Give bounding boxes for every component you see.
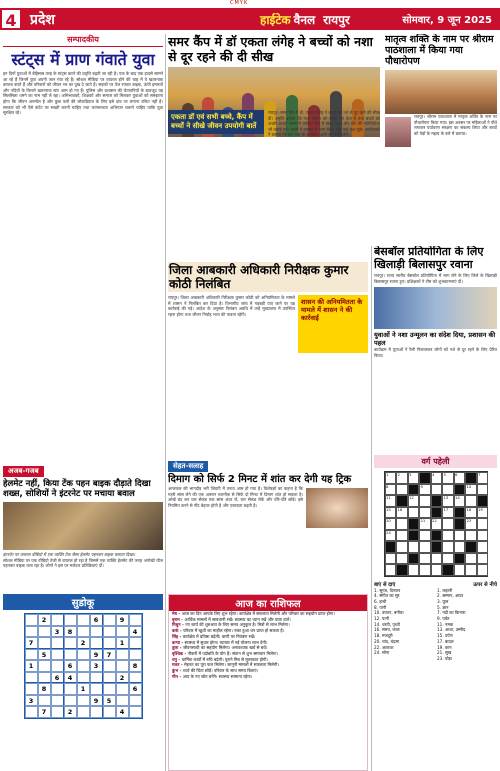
across-clue: 6. हाथी [374, 598, 387, 604]
sudoku-cell [129, 695, 142, 707]
sudoku-cell [129, 672, 142, 684]
sudoku-cell [116, 695, 129, 707]
sudoku-cell: 3 [25, 695, 38, 707]
brand-name: हाईटेक [260, 12, 291, 27]
down-clue: 2. सम्मान, आदर [437, 593, 464, 599]
horoscope-list [169, 611, 367, 679]
crossword-block [465, 472, 477, 484]
crossword-cell [465, 553, 477, 565]
sudoku-cell [64, 683, 77, 695]
horoscope-text: परिवार में खुशी का माहौल रहेगा। रुका हुआ धन प्राप्त हो सकता है। [183, 628, 285, 634]
crossword-title: वर्ग पहेली [374, 455, 497, 468]
crossword-cell [477, 541, 489, 553]
sudoku-cell: 2 [64, 706, 77, 718]
crossword-cell: 7 [477, 472, 489, 484]
sudoku-cell: 1 [77, 683, 90, 695]
zodiac-sign: वृश्चिक - [172, 650, 188, 656]
zodiac-sign: मेष - [172, 611, 182, 616]
horoscope-text: मेहनत का पूरा फल मिलेगा। कानूनी मामलों में सफलता मिलेगी। [184, 662, 279, 668]
crossword-block [385, 541, 397, 553]
sports-story [374, 246, 497, 446]
sudoku-cell [38, 626, 51, 638]
column-rule [165, 34, 166, 771]
across-clue: 18. मजदूरी [374, 633, 393, 639]
crossword-cell [477, 564, 489, 576]
crossword-cell: 1 [385, 472, 397, 484]
down-clue: 11. नमक [437, 621, 454, 627]
sudoku-cell [103, 672, 116, 684]
down-clue: 15. दर्पण [437, 633, 453, 639]
horoscope-text: कार्यक्षेत्र में प्रतिष्ठा बढ़ेगी। वाणी पर नियंत्रण रखें। [182, 633, 256, 639]
sudoku-cell [116, 660, 129, 672]
sudoku-cell [25, 649, 38, 661]
down-clue: 7. नदी का किनारा [437, 610, 466, 616]
down-clue: 5. ज्ञान [437, 604, 449, 610]
crossword-cell [385, 564, 397, 576]
sudoku-cell [25, 626, 38, 638]
sudoku-cell [51, 660, 64, 672]
crossword-cell: 3 [408, 472, 420, 484]
crossword-cell: 4 [431, 472, 443, 484]
crossword-block [454, 484, 466, 496]
suspension-body: रायपुर। जिला आबकारी अधिकारी निरीक्षक कुमार कोठी को अनियमितता के मामले में शासन ने निलंबित कर दिया है। विभागीय जांच में गड़बड़ी पाए जाने पर यह कार्रवाई की गई। आदेश के अनुसार निलंबन अवधि में उन्हें मुख्यालय में उपस्थित रहना होगा तथा जीवन निर्वाह भत्ता की पात्रता रहेगी। [168, 295, 295, 317]
sudoku-cell [77, 695, 90, 707]
sudoku-cell: 8 [38, 683, 51, 695]
crossword-cell [431, 484, 443, 496]
crossword-cell: 11 [385, 495, 397, 507]
crossword-cell [385, 553, 397, 565]
health-body: आजकल की भागदौड़ भरी जिंदगी में तनाव आम हो गया है। विशेषज्ञों का कहना है कि गहरी सांस लेने की एक आसान तकनीक से सिर्फ दो मिनट में दिमाग शांत हो सकता है। आंखें बंद कर चार सेकंड तक सांस अंदर लें, चार सेकंड रोकें और धीरे-धीरे छोड़ें। इसे नियमित करने से नींद बेहतर होती है और एकाग्रता बढ़ती है। [168, 486, 303, 508]
sudoku-cell [129, 637, 142, 649]
sudoku-cell: 2 [116, 672, 129, 684]
sudoku-cell [51, 649, 64, 661]
crossword-cell: 16 [396, 507, 408, 519]
sudoku-title: सुडोकू [3, 594, 163, 610]
crossword-cell [465, 530, 477, 542]
viral-headline: हेलमेट नहीं, किया टेंक पहन बाइक दौड़ाते दिखा शख्स, सोशियों ने इंटरनेट पर मचाया बवाल [3, 479, 151, 499]
cmyk-mark: CMYK [230, 0, 249, 6]
horoscope-text: नए कार्य की शुरुआत के लिए समय अनुकूल है। मित्रों से लाभ मिलेगा। [185, 622, 290, 628]
crossword-cell [408, 507, 420, 519]
crossword-cell: 13 [442, 495, 454, 507]
down-clue: 1. कहानी [437, 587, 453, 593]
down-clues [437, 588, 497, 662]
crossword-cell: 20 [385, 518, 397, 530]
dateline: सोमवार, 9 जून 2025 [402, 15, 492, 26]
crossword-cell [419, 507, 431, 519]
crossword-block [396, 495, 408, 507]
zodiac-sign: धनु - [172, 656, 182, 662]
crossword-cell [442, 518, 454, 530]
down-clue: 9. पर्वत [437, 616, 450, 622]
crossword-cell [454, 530, 466, 542]
masthead [0, 8, 500, 30]
sudoku-cell [90, 626, 103, 638]
horoscope-text: आज का दिन आपके लिए शुभ रहेगा। कार्यक्षेत्र में सफलता मिलेगी और परिवार का सहयोग प्राप्त होगा। [181, 611, 335, 616]
sudoku-cell [103, 660, 116, 672]
horoscope [168, 594, 368, 771]
crossword-cell [419, 530, 431, 542]
sudoku-cell: 7 [25, 637, 38, 649]
viral-body: सोशल मीडिया पर एक वीडियो तेजी से वायरल हो रहा है जिसमें एक व्यक्ति हेलमेट की जगह अनोखी चीज पहनकर बाइक चला रहा है। लोगों ने इस पर मजेदार प्रतिक्रियाएं दीं। [3, 557, 163, 569]
sudoku-cell: 8 [64, 626, 77, 638]
sudoku-cell [64, 614, 77, 626]
column-rule [371, 246, 372, 771]
across-label: बाएं से दाएं [374, 581, 396, 588]
sudoku-cell [116, 626, 129, 638]
crossword-cell: 9 [419, 484, 431, 496]
crossword-cell: 22 [431, 518, 443, 530]
crossword-cell: 23 [465, 518, 477, 530]
crossword-cell [465, 495, 477, 507]
sudoku-cell [103, 614, 116, 626]
sudoku-cell [77, 626, 90, 638]
lead-headline: समर कैंप में डॉ एकता लंगेह ने बच्चों को नशा से दूर रहने की दी सीख [168, 34, 373, 64]
horoscope-text: आर्थिक मामलों में सावधानी रखें। स्वास्थ्य का ध्यान रखें और यात्रा टालें। [184, 616, 291, 622]
sudoku-cell: 4 [116, 706, 129, 718]
sudoku-cell [64, 649, 77, 661]
across-clue: 16. समय, काल [374, 627, 400, 633]
sudoku-cell [64, 695, 77, 707]
editorial-body: इन दिनों युवाओं में बेहिसाब तरह के स्टंट्स करने की प्रवृत्ति बढ़ती जा रही है। एक के बाद एक हादसे सामने आ रहे हैं जिनमें युवा अपनी जान गंवा रहे हैं। सोशल मीडिया पर वायरल होने की चाह में वे खतरनाक करतब करते हैं और परिवारों को जीवन भर का दुख दे जाते हैं। सड़कों पर तेज रफ्तार बाइक, ऊंची इमारतों और नदियों के किनारे खतरनाक स्टंट आम हो गए हैं। पुलिस और प्रशासन की चेतावनियों के बावजूद यह सिलसिला थमने का नाम नहीं ले रहा। अभिभावकों, शिक्षकों और समाज को मिलकर युवाओं को समझाना होगा कि जीवन अनमोल है और कुछ पलों की लोकप्रियता के लिए इसे दांव पर लगाना उचित नहीं है। सरकार को भी ऐसे कंटेंट पर सख्ती करनी चाहिए तथा जागरूकता अभियान चलाने चाहिए ताकि युवा सुरक्षित रहें। [3, 71, 163, 116]
crossword-cell [408, 541, 420, 553]
horoscope-text: आय के नए स्रोत बनेंगे। स्वास्थ्य सामान्य रहेगा। [182, 673, 253, 679]
crossword-cell [419, 564, 431, 576]
sudoku-cell [25, 672, 38, 684]
crossword-cell [419, 553, 431, 565]
sudoku-cell [25, 706, 38, 718]
sudoku-cell [103, 637, 116, 649]
crossword-cell: 15 [385, 507, 397, 519]
sports-body: रायपुर। राज्य स्तरीय बेसबॉल प्रतियोगिता में भाग लेने के लिए जिले के खिलाड़ी बिलासपुर रवाना हुए। प्रशिक्षकों ने टीम को शुभकामनाएं दीं। [374, 273, 497, 284]
crossword-cell: 21 [419, 518, 431, 530]
crossword-cell [408, 564, 420, 576]
sudoku [3, 594, 163, 771]
viral-band: अजब-गजब [3, 466, 44, 477]
brand-suffix: वैनल [293, 12, 316, 27]
down-label: ऊपर से नीचे [473, 581, 497, 588]
crossword-cell: 24 [385, 530, 397, 542]
crossword-cell [396, 484, 408, 496]
crossword-block [408, 518, 420, 530]
crossword-cell: 19 [477, 507, 489, 519]
sports-photo [374, 287, 497, 329]
right-top-headline: मातृत्व शक्ति के नाम पर श्रीराम पाठशाला में किया गया पौधारोपण [385, 34, 494, 67]
sudoku-cell: 9 [90, 649, 103, 661]
sudoku-cell: 1 [25, 660, 38, 672]
across-clue: 1. सूरज, दिनकर [374, 587, 401, 593]
city-name: रायपुर [323, 12, 350, 27]
lead-body: रायपुर। समर कैंप में डॉ. एकता लंगेह ने बच्चों को नशे से दूर रहने की सीख दी। उन्होंने बताया कि नशा जीवन को बर्बाद कर देता है तथा बच्चों को अच्छी आदतें अपनानी चाहिए। कैंप में खेल, कला और योग की गतिविधियां भी कराई गईं। बच्चों ने उत्साह से भाग लिया और कई प्रश्न पूछे। आयोजकों ने बताया कि इस तरह के कार्यक्रम आगे भी जारी रहेंगे। [268, 110, 380, 138]
sudoku-cell: 8 [129, 660, 142, 672]
youth-headline: युवाओं ने नशा उन्मूलन का संदेश दिया, प्रशासन की पहल [374, 331, 496, 348]
viral-photo [3, 502, 163, 550]
sudoku-cell: 4 [129, 626, 142, 638]
sudoku-cell [103, 706, 116, 718]
sudoku-cell [51, 637, 64, 649]
sudoku-cell [116, 683, 129, 695]
crossword-cell: 8 [385, 484, 397, 496]
sudoku-cell [77, 649, 90, 661]
down-clue: 19. कान [437, 644, 452, 650]
print-bar [0, 0, 500, 8]
crossword-cell [477, 530, 489, 542]
sudoku-cell [77, 672, 90, 684]
right-top-body: रायपुर। श्रीराम पाठशाला में मातृत्व शक्ति के नाम पर पौधारोपण किया गया। इस अवसर पर महिलाओं ने पौधे लगाकर पर्यावरण संरक्षण का संकल्प लिया और बच्चों को पेड़ों के महत्व के बारे में बताया। [414, 114, 497, 136]
crossword-block [408, 530, 420, 542]
sudoku-cell: 6 [64, 660, 77, 672]
editorial-headline: स्टंट्स में प्राण गंवाते युवा [11, 50, 155, 69]
zodiac-sign: कन्या - [172, 639, 185, 645]
lead-story [168, 34, 380, 244]
sudoku-cell: 2 [38, 614, 51, 626]
sudoku-cell: 5 [103, 695, 116, 707]
sudoku-cell: 9 [116, 614, 129, 626]
crossword-cell: 17 [442, 507, 454, 519]
crossword-cell [396, 518, 408, 530]
right-top-story [385, 34, 497, 229]
crossword-cell [442, 484, 454, 496]
across-clue: 4. संगीत का सुर [374, 593, 400, 599]
sudoku-cell [90, 672, 103, 684]
suspension-headline: जिला आबकारी अधिकारी निरीक्षक कुमार कोठी निलंबित [168, 262, 368, 292]
across-clue: 12. पत्नी [374, 616, 390, 622]
sudoku-cell: 7 [103, 649, 116, 661]
horoscope-text: स्वास्थ्य में सुधार होगा। व्यापार में नई योजना लाभ देगी। [184, 639, 268, 645]
crossword [374, 455, 497, 771]
zodiac-sign: कर्क - [172, 628, 184, 634]
crossword-block [454, 553, 466, 565]
suspension-highlight: शासन की अनियमितता के मामले में शासन ने की कार्रवाई [298, 295, 368, 353]
crossword-cell [396, 541, 408, 553]
sudoku-cell: 7 [38, 706, 51, 718]
crossword-cell [431, 564, 443, 576]
lead-caption: एकता डॉ एवं सभी बच्चे, कैंप में बच्चों ने सीखे जीवन उपयोगी बातें [168, 110, 264, 134]
crossword-cell [477, 484, 489, 496]
sudoku-cell: 1 [116, 637, 129, 649]
down-clue: 3. फूल [437, 598, 449, 604]
zodiac-sign: वृषभ - [172, 616, 185, 622]
sudoku-cell: 6 [51, 672, 64, 684]
zodiac-sign: तुला - [172, 645, 183, 651]
crossword-block [431, 495, 443, 507]
crossword-cell: 12 [408, 495, 420, 507]
across-clue: 14. धरती, पृथ्वी [374, 621, 400, 627]
sudoku-cell [51, 706, 64, 718]
health-photo [306, 488, 368, 528]
crossword-cell [465, 564, 477, 576]
across-clue: 22. आकाश [374, 644, 394, 650]
crossword-block [408, 484, 420, 496]
crossword-block [431, 530, 443, 542]
crossword-cell [442, 553, 454, 565]
sudoku-cell [90, 683, 103, 695]
crossword-cell: 18 [465, 507, 477, 519]
crossword-block [408, 553, 420, 565]
sudoku-cell: 9 [90, 695, 103, 707]
sudoku-cell [64, 637, 77, 649]
sudoku-cell [51, 683, 64, 695]
sudoku-cell [38, 637, 51, 649]
sudoku-cell [103, 683, 116, 695]
sudoku-cell [90, 706, 103, 718]
health-story [168, 453, 368, 589]
right-top-photo [385, 70, 497, 114]
section-name: प्रदेश [30, 11, 55, 28]
crossword-cell: 14 [454, 495, 466, 507]
crossword-cell [396, 553, 408, 565]
crossword-cell: 6 [454, 472, 466, 484]
crossword-cell: 5 [442, 472, 454, 484]
viral-story [3, 458, 163, 588]
crossword-grid [384, 471, 488, 577]
horoscope-text: व्यर्थ की चिंता छोड़ें। परिवार के साथ समय बिताएं। [182, 668, 259, 674]
zodiac-sign: सिंह - [172, 633, 183, 639]
sudoku-cell: 5 [38, 649, 51, 661]
sudoku-cell [116, 649, 129, 661]
editorial-column [3, 34, 163, 454]
crossword-block [465, 541, 477, 553]
sudoku-cell: 3 [51, 626, 64, 638]
across-clue: 24. सोना [374, 650, 390, 656]
health-headline: दिमाग को सिर्फ 2 मिनट में शांत कर देगी यह ट्रिक [168, 474, 352, 485]
horoscope-text: धार्मिक कार्यों में रुचि बढ़ेगी। पुराने मित्र से मुलाकात होगी। [181, 656, 269, 662]
across-clue: 8. पानी [374, 604, 387, 610]
crossword-cell [477, 518, 489, 530]
crossword-cell [431, 553, 443, 565]
crossword-block [396, 564, 408, 576]
zodiac-sign: कुंभ - [172, 668, 183, 674]
crossword-cell: 10 [465, 484, 477, 496]
crossword-cell [442, 530, 454, 542]
sudoku-cell: 4 [64, 672, 77, 684]
sudoku-cell [77, 706, 90, 718]
suspension-story [168, 262, 368, 442]
horoscope-item [169, 674, 367, 680]
down-clue: 23. घोड़ा [437, 655, 452, 661]
zodiac-sign: मीन - [172, 673, 183, 679]
zodiac-sign: मकर - [172, 662, 185, 668]
viral-caption: इंटरनेट पर वायरल वीडियो में एक व्यक्ति टेंक जैसा हेलमेट पहनकर बाइक चलाता दिखा। [3, 552, 136, 557]
sudoku-cell [38, 672, 51, 684]
sudoku-cell [129, 614, 142, 626]
across-clues [374, 588, 434, 662]
crossword-cell [419, 541, 431, 553]
crossword-block [454, 518, 466, 530]
crossword-cell [419, 495, 431, 507]
editorial-tag: सम्पादकीय [3, 34, 163, 47]
crossword-cell [454, 564, 466, 576]
horoscope-text: नौकरी में पदोन्नति के योग हैं। संतान से शुभ समाचार मिलेगा। [187, 650, 278, 656]
sudoku-cell: 3 [90, 660, 103, 672]
sudoku-cell [103, 626, 116, 638]
crossword-block [454, 507, 466, 519]
down-clue: 21. सुख [437, 650, 452, 656]
portrait-photo [385, 117, 411, 147]
crossword-cell [477, 553, 489, 565]
youth-body: कार्यक्रम में युवाओं ने रैली निकालकर लोगों को नशे से दूर रहने के लिए प्रेरित किया। [374, 347, 497, 358]
sudoku-cell [129, 649, 142, 661]
sudoku-cell [25, 614, 38, 626]
sudoku-cell: 2 [77, 637, 90, 649]
sudoku-cell: 6 [129, 683, 142, 695]
sudoku-cell [38, 695, 51, 707]
across-clue: 10. उपवन, बगीचा [374, 610, 404, 616]
zodiac-sign: मिथुन - [172, 622, 186, 628]
sudoku-cell [129, 706, 142, 718]
horoscope-text: जीवनसाथी का सहयोग मिलेगा। अनावश्यक खर्च से बचें। [182, 645, 268, 651]
health-band: सेहत-सलाह [168, 461, 208, 472]
sudoku-grid [24, 613, 143, 719]
crossword-block [431, 541, 443, 553]
crossword-block [442, 564, 454, 576]
horoscope-title: आज का राशिफल [169, 595, 367, 611]
sudoku-cell [90, 637, 103, 649]
across-clue: 20. चांद, चंद्रमा [374, 638, 400, 644]
sudoku-cell [51, 614, 64, 626]
sudoku-cell: 6 [90, 614, 103, 626]
sports-headline: बेसबॉल प्रतियोगिता के लिए खिलाड़ी बिलासपुर रवाना [374, 246, 484, 271]
page-number: 4 [0, 8, 22, 30]
crossword-cell [454, 541, 466, 553]
down-clue: 17. बादल [437, 638, 454, 644]
sudoku-cell [38, 660, 51, 672]
sudoku-cell [25, 683, 38, 695]
crossword-cell [396, 530, 408, 542]
down-clue: 13. आशा, उम्मीद [437, 627, 466, 633]
sudoku-cell [77, 660, 90, 672]
crossword-cell: 2 [396, 472, 408, 484]
sudoku-cell [77, 614, 90, 626]
crossword-cell [442, 541, 454, 553]
crossword-block [477, 495, 489, 507]
crossword-block [419, 472, 431, 484]
crossword-block [431, 507, 443, 519]
sudoku-cell [51, 695, 64, 707]
